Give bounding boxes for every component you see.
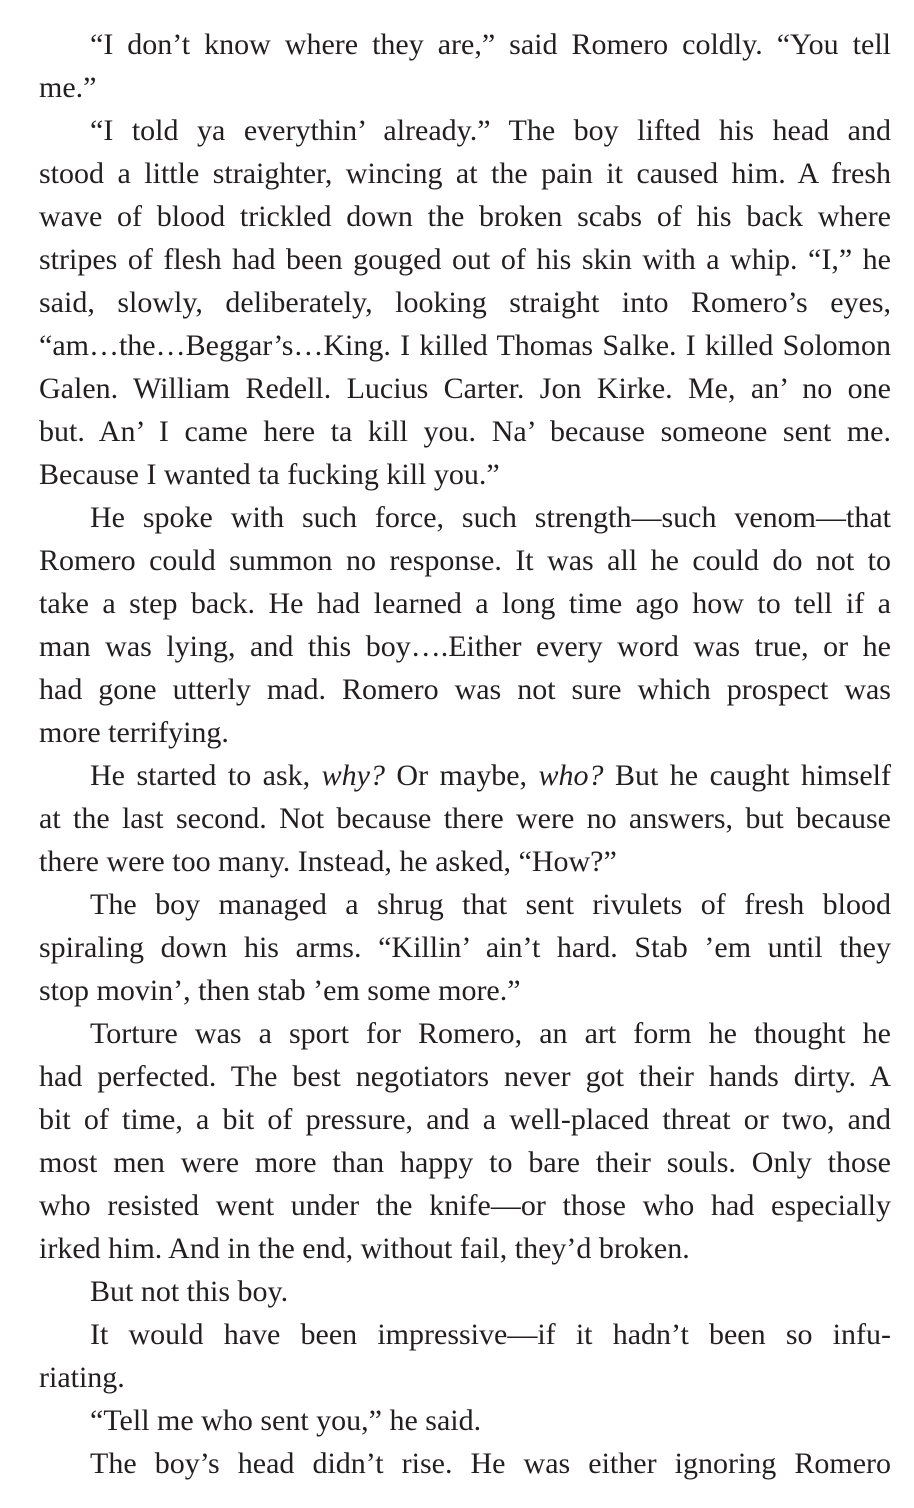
text-line: who resisted went under the knife—or those who had especially (39, 1189, 891, 1222)
text-line: said, slowly, deliberately, looking straight into Romero’s eyes, (39, 286, 891, 319)
text-run: But he caught himself (603, 759, 891, 792)
text-line (39, 754, 891, 797)
text-line: The boy’s head didn’t rise. He was either ignoring Romero (90, 1447, 891, 1480)
italic-word: why? (321, 759, 385, 792)
text-line: The boy managed a shrug that sent rivulets of fresh blood (90, 888, 891, 921)
text-line: there were too many. Instead, he asked, “How?” (39, 845, 617, 878)
text-line: more terrifying. (39, 716, 229, 749)
text-line: “Tell me who sent you,” he said. (90, 1404, 482, 1437)
text-line: but. An’ I came here ta kill you. Na’ because someone sent me. (39, 415, 891, 448)
text-line: me.” (39, 71, 97, 104)
text-line: irked him. And in the end, without fail, they’d broken. (39, 1232, 690, 1265)
text-line: “I don’t know where they are,” said Romero coldly. “You tell (90, 28, 891, 61)
text-line: Romero could summon no response. It was all he could do not to (39, 544, 891, 577)
text-line: “am…the…Beggar’s…King. I killed Thomas Salke. I killed Solomon (39, 329, 891, 362)
text-line: He spoke with such force, such strength—such venom—that (90, 501, 891, 534)
text-line: man was lying, and this boy….Either every word was true, or he (39, 630, 891, 663)
text-line: had perfected. The best negotiators never got their hands dirty. A (39, 1060, 891, 1093)
text-line: Torture was a sport for Romero, an art form he thought he (90, 1017, 891, 1050)
text-line: spiraling down his arms. “Killin’ ain’t hard. Stab ’em until they (39, 931, 891, 964)
text-line: take a step back. He had learned a long time ago how to tell if a (39, 587, 891, 620)
italic-word: who? (538, 759, 604, 792)
text-line: stripes of flesh had been gouged out of his skin with a whip. “I,” he (39, 243, 891, 276)
text-line: Because I wanted ta fucking kill you.” (39, 458, 500, 491)
text-line: stop movin’, then stab ’em some more.” (39, 974, 521, 1007)
text-line: had gone utterly mad. Romero was not sure which prospect was (39, 673, 891, 706)
text-run: He started to ask, (90, 759, 322, 792)
book-page (39, 23, 891, 1493)
text-line: riating. (39, 1361, 125, 1394)
text-line: most men were more than happy to bare their souls. Only those (39, 1146, 891, 1179)
text-line: bit of time, a bit of pressure, and a well-placed threat or two, and (39, 1103, 891, 1136)
text-line: wave of blood trickled down the broken scabs of his back where (39, 200, 891, 233)
text-line: at the last second. Not because there were no answers, but because (39, 802, 891, 835)
text-line: It would have been impressive—if it hadn’t been so infu- (90, 1318, 891, 1351)
text-line: But not this boy. (90, 1275, 289, 1308)
text-run: Or maybe, (384, 759, 539, 792)
text-line: stood a little straighter, wincing at the pain it caused him. A fresh (39, 157, 891, 190)
text-line: “I told ya everythin’ already.” The boy lifted his head and (90, 114, 891, 147)
text-line: Galen. William Redell. Lucius Carter. Jon Kirke. Me, an’ no one (39, 372, 891, 405)
